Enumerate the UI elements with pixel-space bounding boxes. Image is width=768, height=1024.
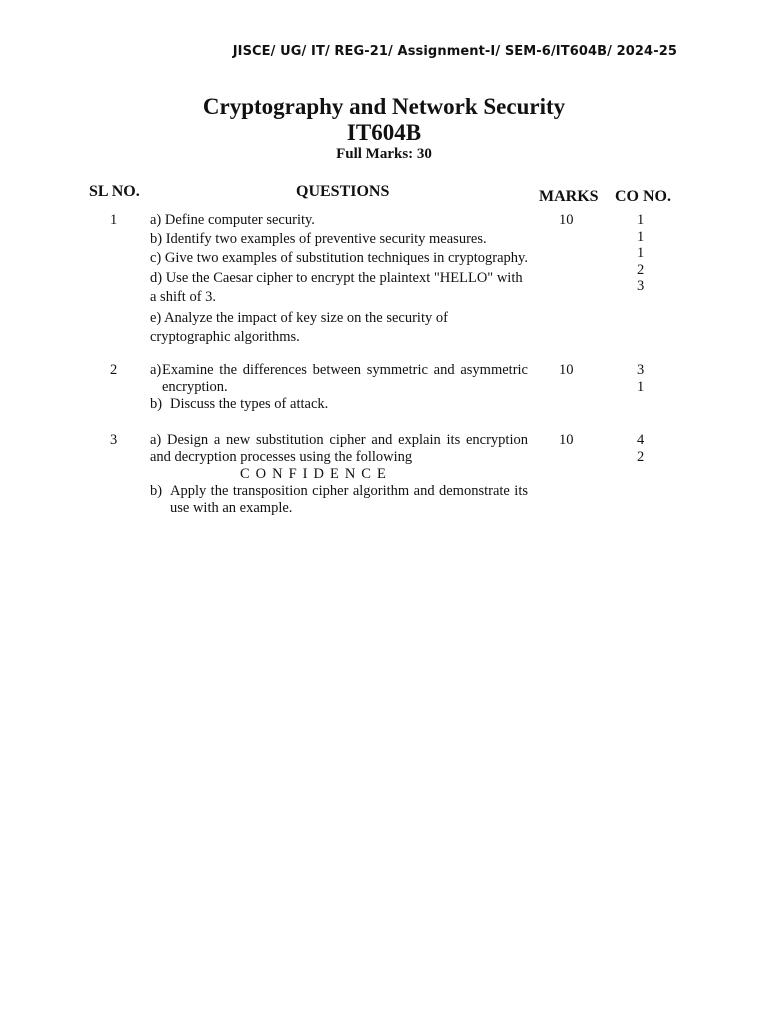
question-number: 3 (110, 432, 118, 448)
co-number: 1 (637, 245, 645, 261)
question-part-a: a) Design a new substitution cipher and explain its encryption and decryption processes using the following (150, 432, 528, 465)
question-part-d: d) Use the Caesar cipher to encrypt the plaintext "HELLO" with a shift of 3. (150, 270, 523, 305)
co-number: 3 (637, 362, 645, 378)
question-marks: 10 (559, 432, 574, 448)
question-marks: 10 (559, 362, 574, 378)
column-header-co-no: CO NO. (615, 188, 671, 205)
plaintext-word: CONFIDENCE (240, 466, 392, 482)
part-text: Apply the transposition cipher algorithm and demonstrate its use with an example. (170, 483, 528, 516)
question-part-e: e) Analyze the impact of key size on the security of cryptographic algorithms. (150, 310, 448, 345)
co-number: 3 (637, 278, 645, 294)
question-parts (150, 362, 528, 415)
column-header-sl-no: SL NO. (89, 183, 140, 200)
co-number: 1 (637, 212, 645, 228)
part-text: Discuss the types of attack. (170, 396, 329, 412)
co-number: 2 (637, 261, 645, 278)
co-number: 2 (637, 448, 645, 465)
question-number: 2 (110, 362, 118, 378)
question-parts (150, 212, 528, 349)
column-header-questions: QUESTIONS (296, 183, 390, 200)
subject-code: IT604B (346, 120, 422, 145)
full-marks: Full Marks: 30 (336, 146, 432, 162)
question-number: 1 (110, 212, 118, 228)
part-label: a) (150, 362, 162, 378)
page-title: Cryptography and Network Security (202, 94, 566, 119)
question-part-a: a) Define computer security. (150, 212, 315, 228)
question-part-b (150, 483, 528, 517)
question-part-c: c) Give two examples of substitution techniques in cryptography. (150, 250, 528, 266)
question-part-b (150, 396, 528, 413)
part-label: b) (150, 396, 163, 412)
co-numbers (637, 432, 647, 465)
question-part-b: b) Identify two examples of preventive security measures. (150, 231, 487, 247)
part-text: Examine the differences between symmetric and asymmetric encryption. (162, 362, 528, 395)
column-header-marks: MARKS (539, 188, 599, 205)
co-number: 1 (637, 378, 645, 395)
question-parts (150, 432, 528, 519)
question-part-a (150, 362, 528, 396)
part-label: b) (150, 483, 163, 499)
co-number: 4 (637, 432, 645, 448)
co-numbers (637, 212, 647, 295)
course-code-line: JISCE/ UG/ IT/ REG-21/ Assignment-I/ SEM-6/IT604B/ 2024-25 (232, 44, 677, 59)
co-number: 1 (637, 228, 645, 245)
co-numbers (637, 362, 647, 395)
question-marks: 10 (559, 212, 574, 228)
